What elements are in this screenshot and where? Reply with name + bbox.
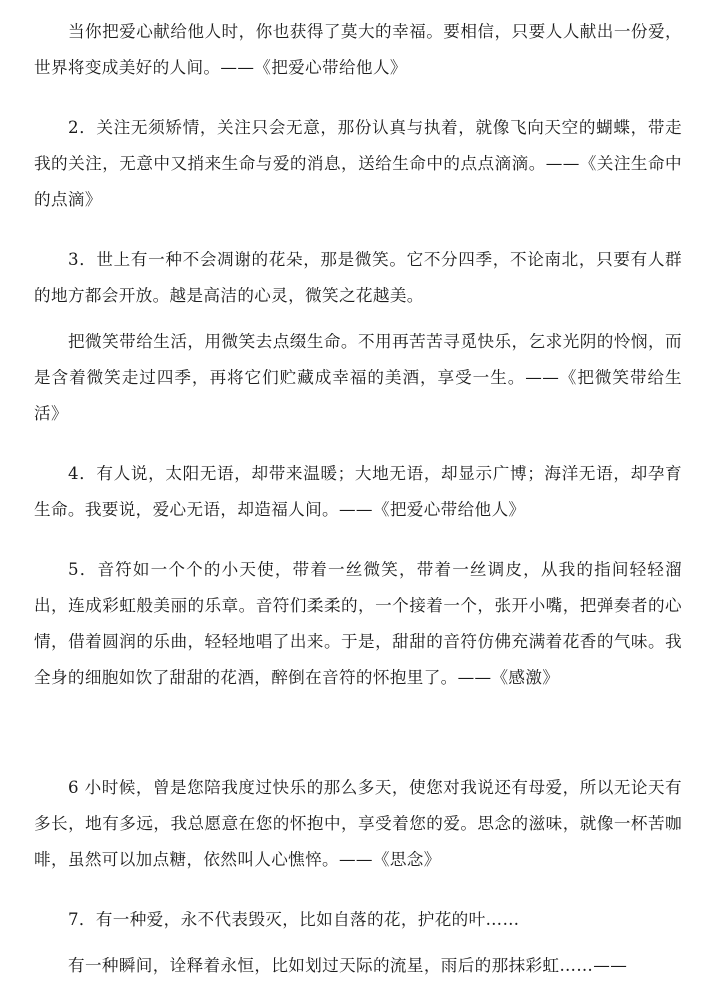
paragraph-8: 7．有一种爱，永不代表毁灭，比如自落的花，护花的叶……: [68, 910, 520, 929]
paragraph-2: 2．关注无须矫情，关注只会无意，那份认真与执着，就像飞向天空的蝴蝶，带走我的关注，无意中又捎来生命与爱的消息，送给生命中的点点滴滴。——《关注生命中的点滴》: [34, 118, 682, 209]
paragraph-9: 有一种瞬间，诠释着永恒，比如划过天际的流星，雨后的那抹彩虹……——: [68, 956, 628, 975]
paragraph-5: 4．有人说，太阳无语，却带来温暖；大地无语，却显示广博；海洋无语，却孕育生命。我要说，爱心无语，却造福人间。——《把爱心带给他人》: [34, 464, 682, 519]
paragraph-4: 把微笑带给生活，用微笑去点缀生命。不用再苦苦寻觅快乐，乞求光阴的怜悯，而是含着微笑走过四季，再将它们贮藏成幸福的美酒，享受一生。——《把微笑带给生活》: [34, 332, 682, 423]
paragraph-7: 6 小时候，曾是您陪我度过快乐的那么多天，使您对我说还有母爱，所以无论天有多长，地有多远，我总愿意在您的怀抱中，享受着您的爱。思念的滋味，就像一杯苦咖啡，虽然可以加点糖，依然叫人心憔悴。——《思念》: [34, 778, 682, 869]
paragraph-6: 5．音符如一个个的小天使，带着一丝微笑，带着一丝调皮，从我的指间轻轻溜出，连成彩虹般美丽的乐章。音符们柔柔的，一个接着一个，张开小嘴，把弹奏者的心情，借着圆润的乐曲，轻轻地唱了出来。于是，甜甜的音符仿佛充满着花香的气味。我全身的细胞如饮了甜甜的花酒，醉倒在音符的怀抱里了。——《感激》: [34, 560, 682, 687]
paragraph-3: 3．世上有一种不会凋谢的花朵，那是微笑。它不分四季，不论南北，只要有人群的地方都会开放。越是高洁的心灵，微笑之花越美。: [34, 250, 682, 305]
paragraph-1: 当你把爱心献给他人时，你也获得了莫大的幸福。要相信，只要人人献出一份爱，世界将变成美好的人间。——《把爱心带给他人》: [34, 22, 682, 77]
